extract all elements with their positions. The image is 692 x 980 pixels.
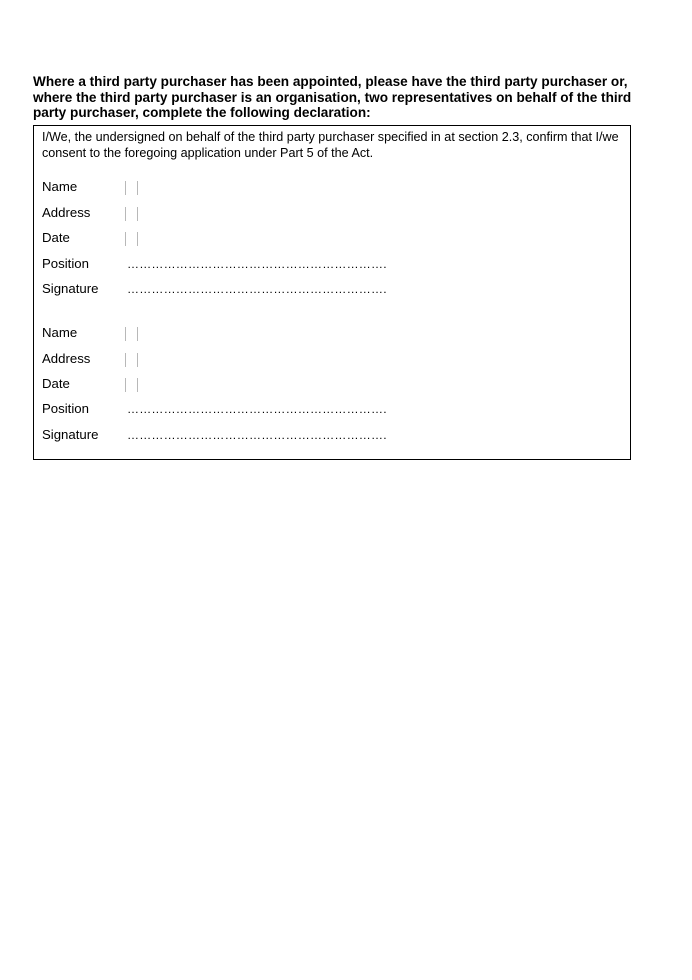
rep2-signature-line: ………………………………………………………. xyxy=(127,428,387,442)
rep2-position-line: ………………………………………………………. xyxy=(127,402,387,416)
rep1-position-label: Position xyxy=(42,256,89,271)
rep1-date-field[interactable] xyxy=(125,232,138,246)
rep2-name-label: Name xyxy=(42,325,78,340)
rep2-name-row xyxy=(42,324,622,342)
rep2-date-field[interactable] xyxy=(125,378,138,392)
rep1-position-row xyxy=(42,255,622,273)
rep1-signature-line: ………………………………………………………. xyxy=(127,282,387,296)
rep1-address-field[interactable] xyxy=(125,207,138,221)
rep2-signature-row xyxy=(42,426,622,444)
rep1-signature-label: Signature xyxy=(42,281,99,296)
declaration-text: I/We, the undersigned on behalf of the third party purchaser specified in at section 2.3, confirm that I/we consent to the foregoing application under Part 5 of the Act. xyxy=(42,130,619,160)
rep1-position-line: ………………………………………………………. xyxy=(127,257,387,271)
rep1-name-row xyxy=(42,178,622,196)
rep2-signature-label: Signature xyxy=(42,427,99,442)
rep2-date-row xyxy=(42,375,622,393)
rep1-signature-row xyxy=(42,280,622,298)
rep2-address-field[interactable] xyxy=(125,353,138,367)
intro-heading: Where a third party purchaser has been appointed, please have the third party purchaser or, where the third party purchaser is an organisation, two representatives on behalf of the third party purchaser, complete the following declaration: xyxy=(33,74,632,120)
rep2-position-label: Position xyxy=(42,401,89,416)
rep1-address-label: Address xyxy=(42,205,91,220)
rep1-address-row xyxy=(42,204,622,222)
rep2-name-field[interactable] xyxy=(125,327,138,341)
rep1-date-row xyxy=(42,229,622,247)
rep1-date-label: Date xyxy=(42,230,70,245)
rep2-date-label: Date xyxy=(42,376,70,391)
rep1-name-field[interactable] xyxy=(125,181,138,195)
rep2-address-label: Address xyxy=(42,351,91,366)
declaration-box xyxy=(33,125,631,460)
rep2-address-row xyxy=(42,350,622,368)
rep2-position-row xyxy=(42,400,622,418)
rep1-name-label: Name xyxy=(42,179,78,194)
